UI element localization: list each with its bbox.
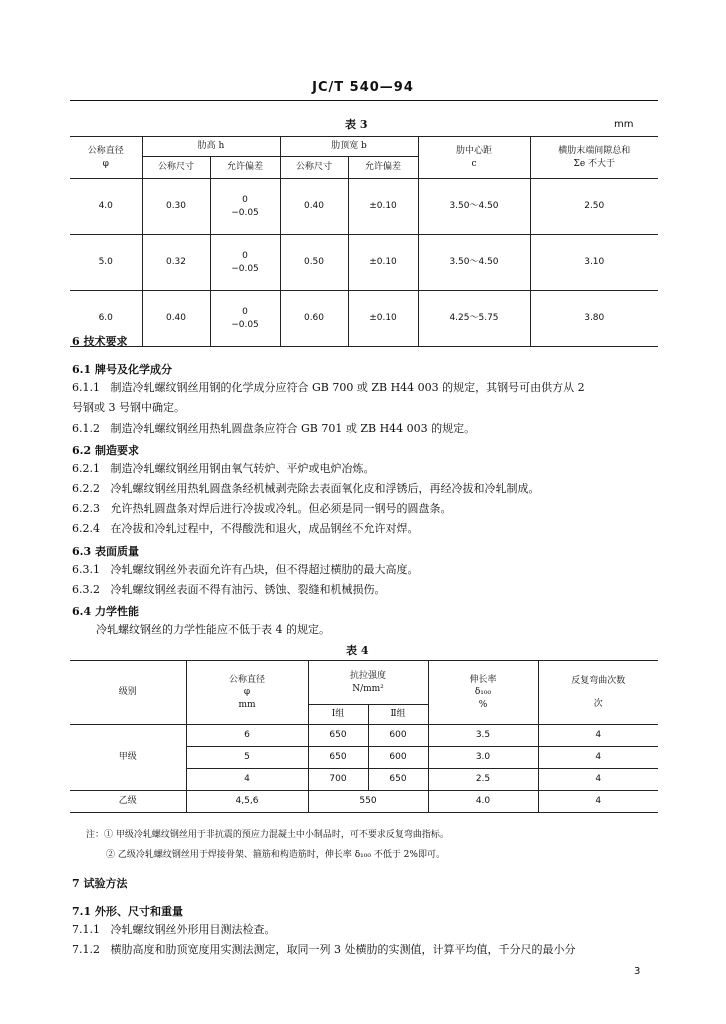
section-7-1-title: 7.1 外形、尺寸和重量: [72, 905, 183, 918]
table4-note-2: ② 乙级冷轧螺纹钢丝用于焊接骨架、箍筋和构造筋时，伸长率 δ₁₀₀ 不低于 2%即可。: [106, 850, 445, 860]
t3-head-nominal2: 公称尺寸: [280, 157, 348, 179]
table-4: [70, 660, 658, 813]
t3-head-rib-height: 肋高 h: [142, 137, 280, 157]
t3-head-dia: 公称直径 φ: [70, 137, 142, 179]
section-6-title: 6 技术要求: [72, 335, 128, 348]
clause-6-1-1: 6.1.1 制造冷轧螺纹钢丝用钢的化学成分应符合 GB 700 或 ZB H44 003 的规定，其钢号可由供方从 2: [72, 381, 585, 394]
t4-head-group2: Ⅱ组: [368, 705, 428, 725]
t3-head-gap-sum: 横肋末端间隙总和 Σe 不大于: [530, 137, 658, 179]
t4-grade-b: 乙级: [70, 791, 186, 813]
t4-head-elong: 伸长率 δ₁₀₀ %: [428, 661, 538, 725]
clause-7-1-1: 7.1.1 冷轧螺纹钢丝外形用目测法检查。: [72, 923, 276, 936]
table4-note-1: 注：① 甲级冷轧螺纹钢丝用于非抗震的预应力混凝土中小制品时，可不要求反复弯曲指标。: [86, 830, 449, 840]
t3-head-tolerance: 允许偏差: [210, 157, 280, 179]
t3-head-center: 肋中心距 c: [418, 137, 530, 179]
table4-caption: 表 4: [346, 644, 369, 657]
table-row: 4 700 650 2.5 4: [70, 769, 658, 791]
t4-head-strength: 抗拉强度 N/mm²: [308, 661, 428, 705]
t4-head-grade: 级别: [70, 661, 186, 725]
clause-6-3-1: 6.3.1 冷轧螺纹钢丝外表面允许有凸块，但不得超过横肋的最大高度。: [72, 563, 419, 576]
table-row: 5 650 600 3.0 4: [70, 747, 658, 769]
table3-unit: mm: [614, 119, 634, 130]
table-row: 4.0 0.30 0 −0.05 0.40 ±0.10 3.50～4.50 2.50: [70, 179, 658, 235]
clause-6-1-2: 6.1.2 制造冷轧螺纹钢丝用热轧圆盘条应符合 GB 701 或 ZB H44 003 的规定。: [72, 422, 476, 435]
t3-head-rib-top-width: 肋顶宽 b: [280, 137, 418, 157]
page-number: 3: [634, 966, 641, 977]
clause-6-2-4: 6.2.4 在冷拔和冷轧过程中，不得酸洗和退火，成品钢丝不允许对焊。: [72, 522, 419, 535]
t4-head-dia: 公称直径 φ mm: [186, 661, 308, 725]
clause-6-2-3: 6.2.3 允许热轧圆盘条对焊后进行冷拔或冷轧。但必须是同一钢号的圆盘条。: [72, 502, 452, 515]
clause-6-4-text: 冷轧螺纹钢丝的力学性能应不低于表 4 的规定。: [96, 623, 330, 636]
table-row: 甲级 6 650 600 3.5 4: [70, 725, 658, 747]
table-row: 乙级 4,5,6 550 4.0 4: [70, 791, 658, 813]
table3-caption: 表 3: [345, 118, 368, 131]
clause-6-3-2: 6.3.2 冷轧螺纹钢丝表面不得有油污、锈蚀、裂缝和机械损伤。: [72, 583, 386, 596]
section-6-1-title: 6.1 牌号及化学成分: [72, 363, 172, 376]
clause-6-2-1: 6.2.1 制造冷轧螺纹钢丝用钢由氧气转炉、平炉或电炉冶炼。: [72, 462, 375, 475]
clause-6-2-2: 6.2.2 冷轧螺纹钢丝用热轧圆盘条经机械剥壳除去表面氧化皮和浮锈后，再经冷拔和冷轧制成。: [72, 482, 540, 495]
clause-7-1-2: 7.1.2 横肋高度和肋顶宽度用实测法测定，取同一列 3 处横肋的实测值，计算平均值，千分尺的最小分: [72, 943, 576, 956]
t3-head-tolerance2: 允许偏差: [348, 157, 418, 179]
document-code: JC/T 540—94: [312, 80, 414, 95]
t3-head-nominal: 公称尺寸: [142, 157, 210, 179]
table-row: 6.0 0.40 0 −0.05 0.60 ±0.10 4.25～5.75 3.80: [70, 291, 658, 347]
section-6-2-title: 6.2 制造要求: [72, 444, 139, 457]
section-6-3-title: 6.3 表面质量: [72, 545, 139, 558]
t4-head-bend: 反复弯曲次数 次: [538, 661, 658, 725]
table-row: 5.0 0.32 0 −0.05 0.50 ±0.10 3.50～4.50 3.10: [70, 235, 658, 291]
t4-grade-a: 甲级: [70, 725, 186, 791]
section-7-title: 7 试验方法: [72, 877, 128, 890]
section-6-4-title: 6.4 力学性能: [72, 605, 139, 618]
header-rule: [70, 100, 658, 101]
t4-head-group1: Ⅰ组: [308, 705, 368, 725]
table-3: [70, 136, 658, 347]
clause-6-1-1-cont: 号钢或 3 号钢中确定。: [72, 401, 185, 414]
